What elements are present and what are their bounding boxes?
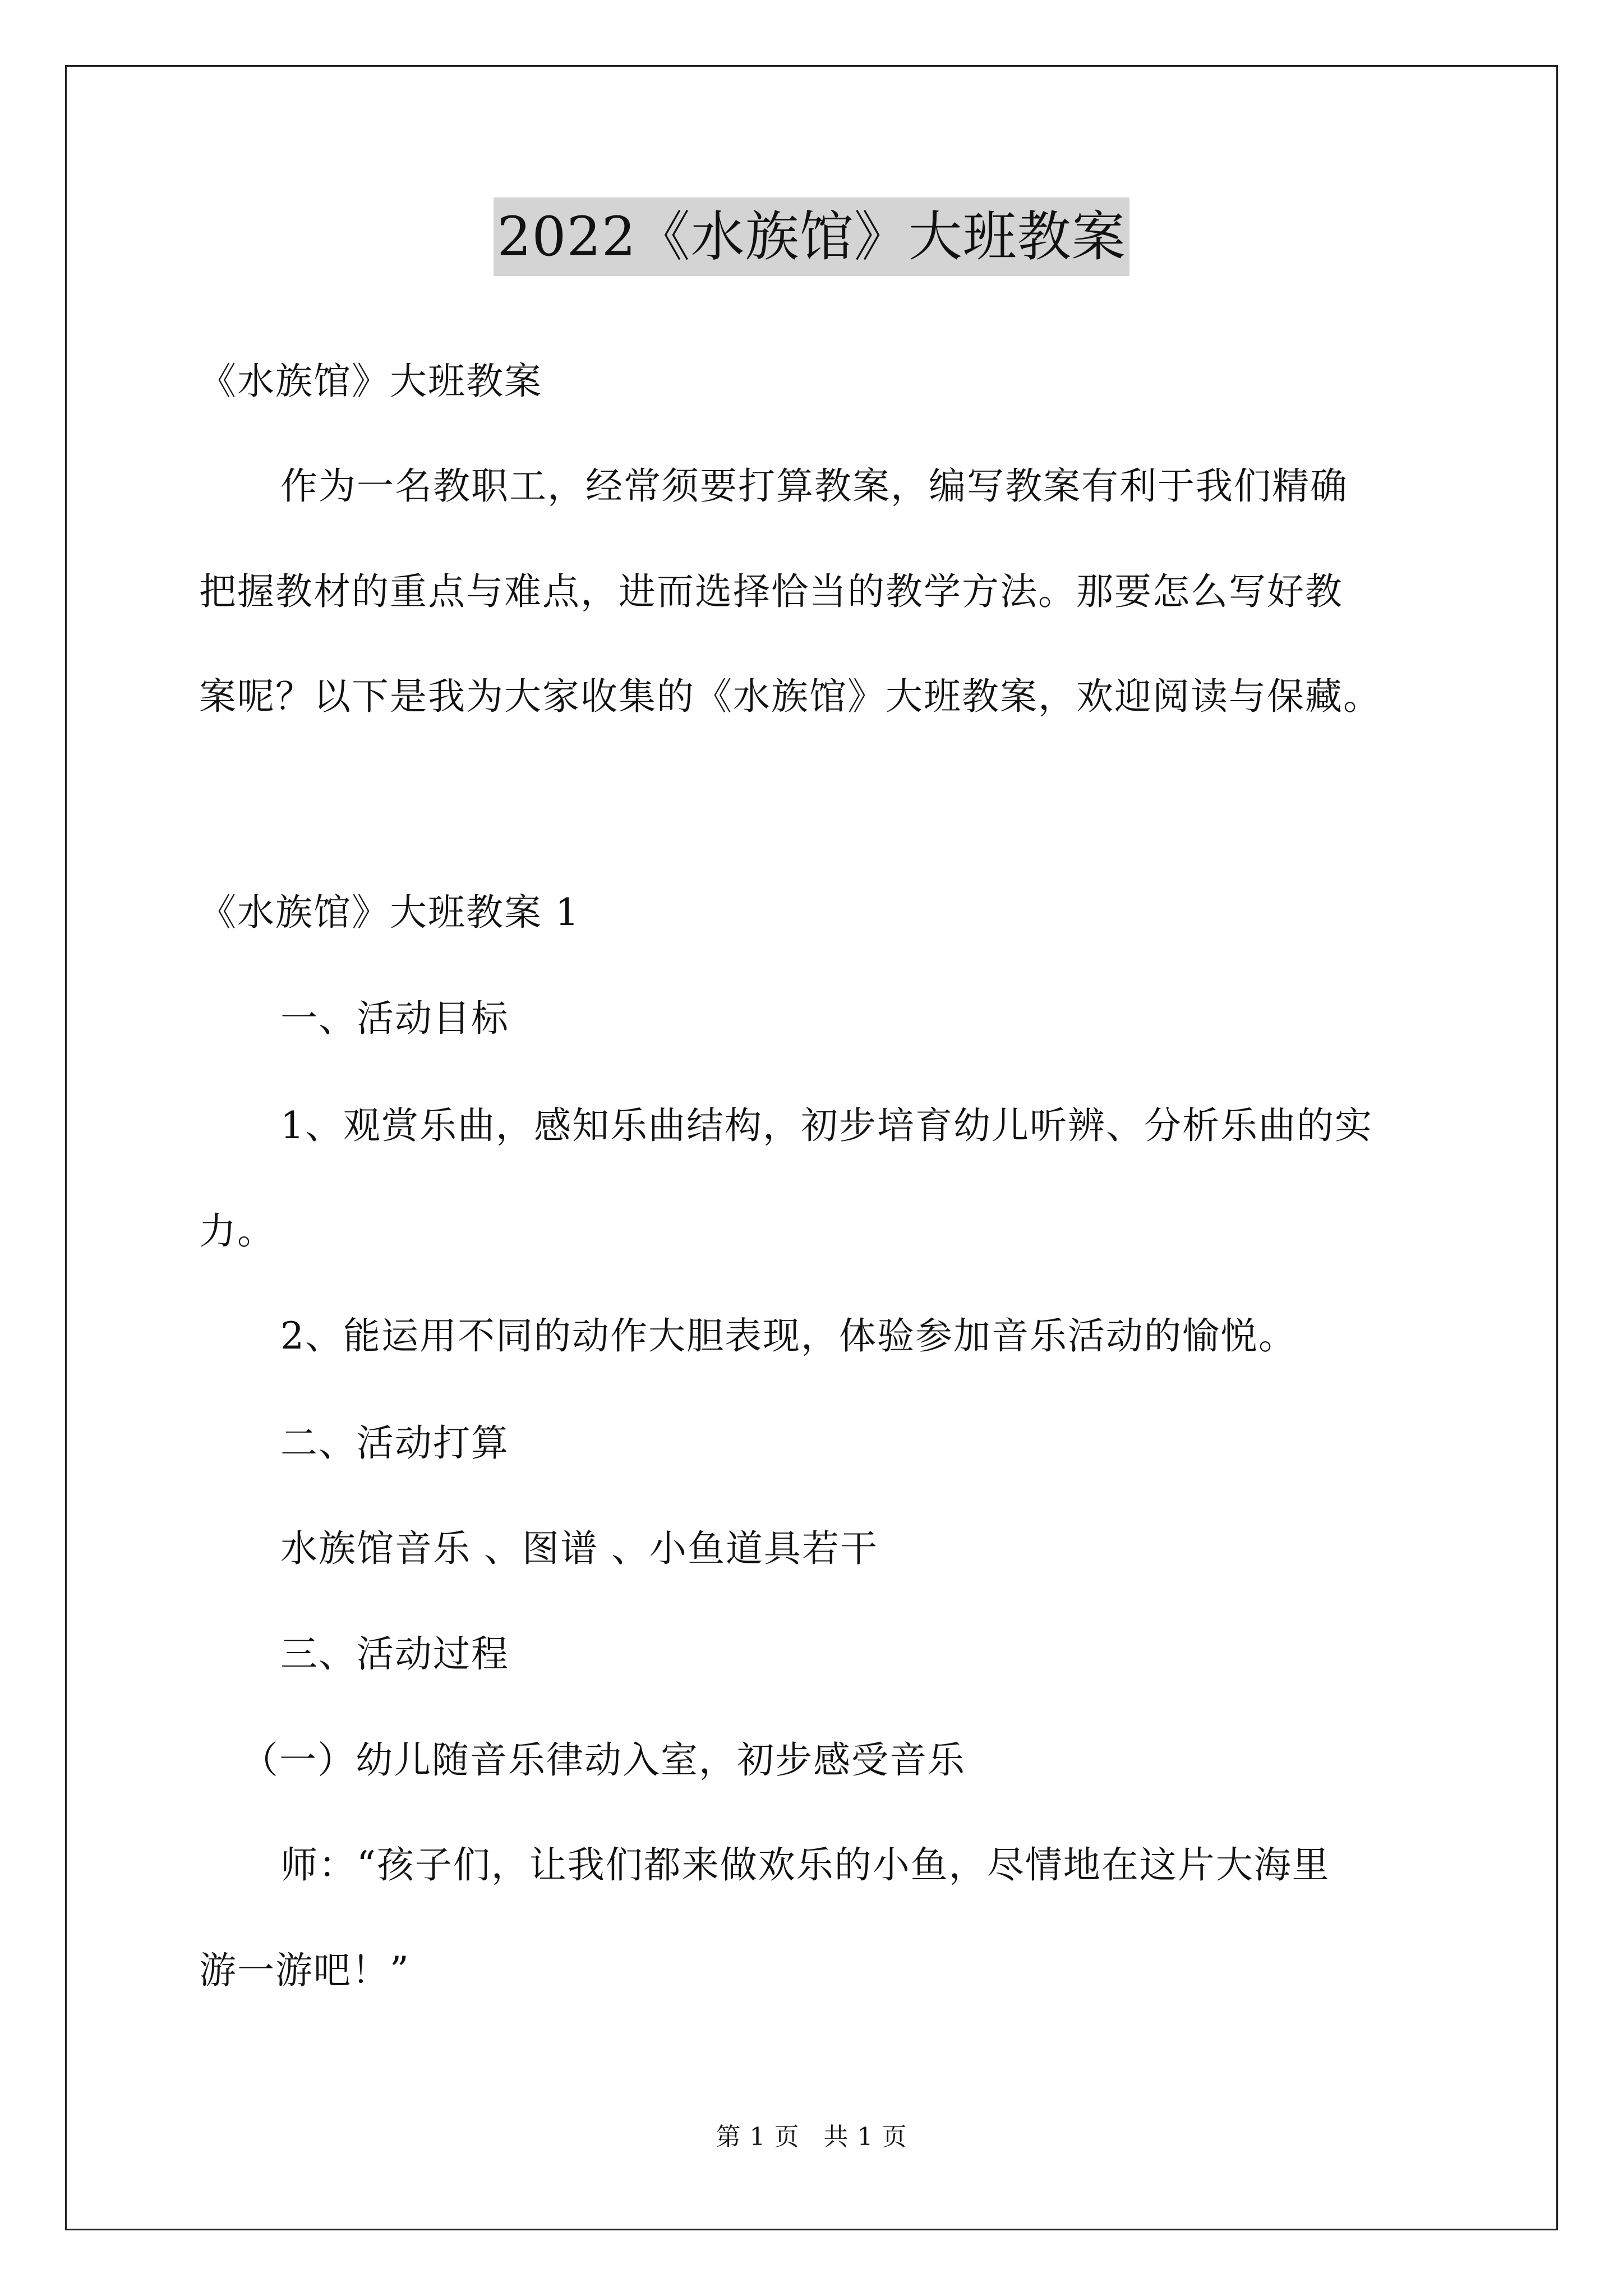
title-container <box>0 197 1623 276</box>
prep-heading: 二、活动打算 <box>280 1421 509 1465</box>
goal-heading: 一、活动目标 <box>280 997 509 1040</box>
goal-1-line-1: 1、观赏乐曲，感知乐曲结构，初步培育幼儿听辨、分析乐曲的实 <box>280 1104 1373 1147</box>
intro-line-1: 作为一名教职工，经常须要打算教案，编写教案有利于我们精确 <box>280 464 1348 508</box>
intro-line-3: 案呢？以下是我为大家收集的《水族馆》大班教案，欢迎阅读与保藏。 <box>199 675 1381 718</box>
process-heading: 三、活动过程 <box>280 1632 509 1676</box>
subtitle: 《水族馆》大班教案 <box>199 360 542 403</box>
prep-items: 水族馆音乐 、图谱 、小鱼道具若干 <box>280 1527 878 1570</box>
step-1: （一）幼儿随音乐律动入室，初步感受音乐 <box>241 1738 966 1782</box>
page-footer <box>0 2120 1623 2154</box>
page-total: 共 1 页 <box>823 2123 907 2151</box>
teacher-line-1: 师：“孩子们，让我们都来做欢乐的小鱼，尽情地在这片大海里 <box>280 1843 1330 1887</box>
page-number: 第 1 页 <box>716 2123 800 2151</box>
goal-1-line-2: 力。 <box>199 1209 275 1253</box>
section-heading: 《水族馆》大班教案 1 <box>199 891 580 934</box>
intro-line-2: 把握教材的重点与难点，进而选择恰当的教学方法。那要怎么写好教 <box>199 570 1343 613</box>
teacher-line-2: 游一游吧！” <box>199 1949 410 1992</box>
goal-2: 2、能运用不同的动作大胆表现，体验参加音乐活动的愉悦。 <box>280 1314 1297 1358</box>
document-title: 2022《水族馆》大班教案 <box>494 197 1129 276</box>
